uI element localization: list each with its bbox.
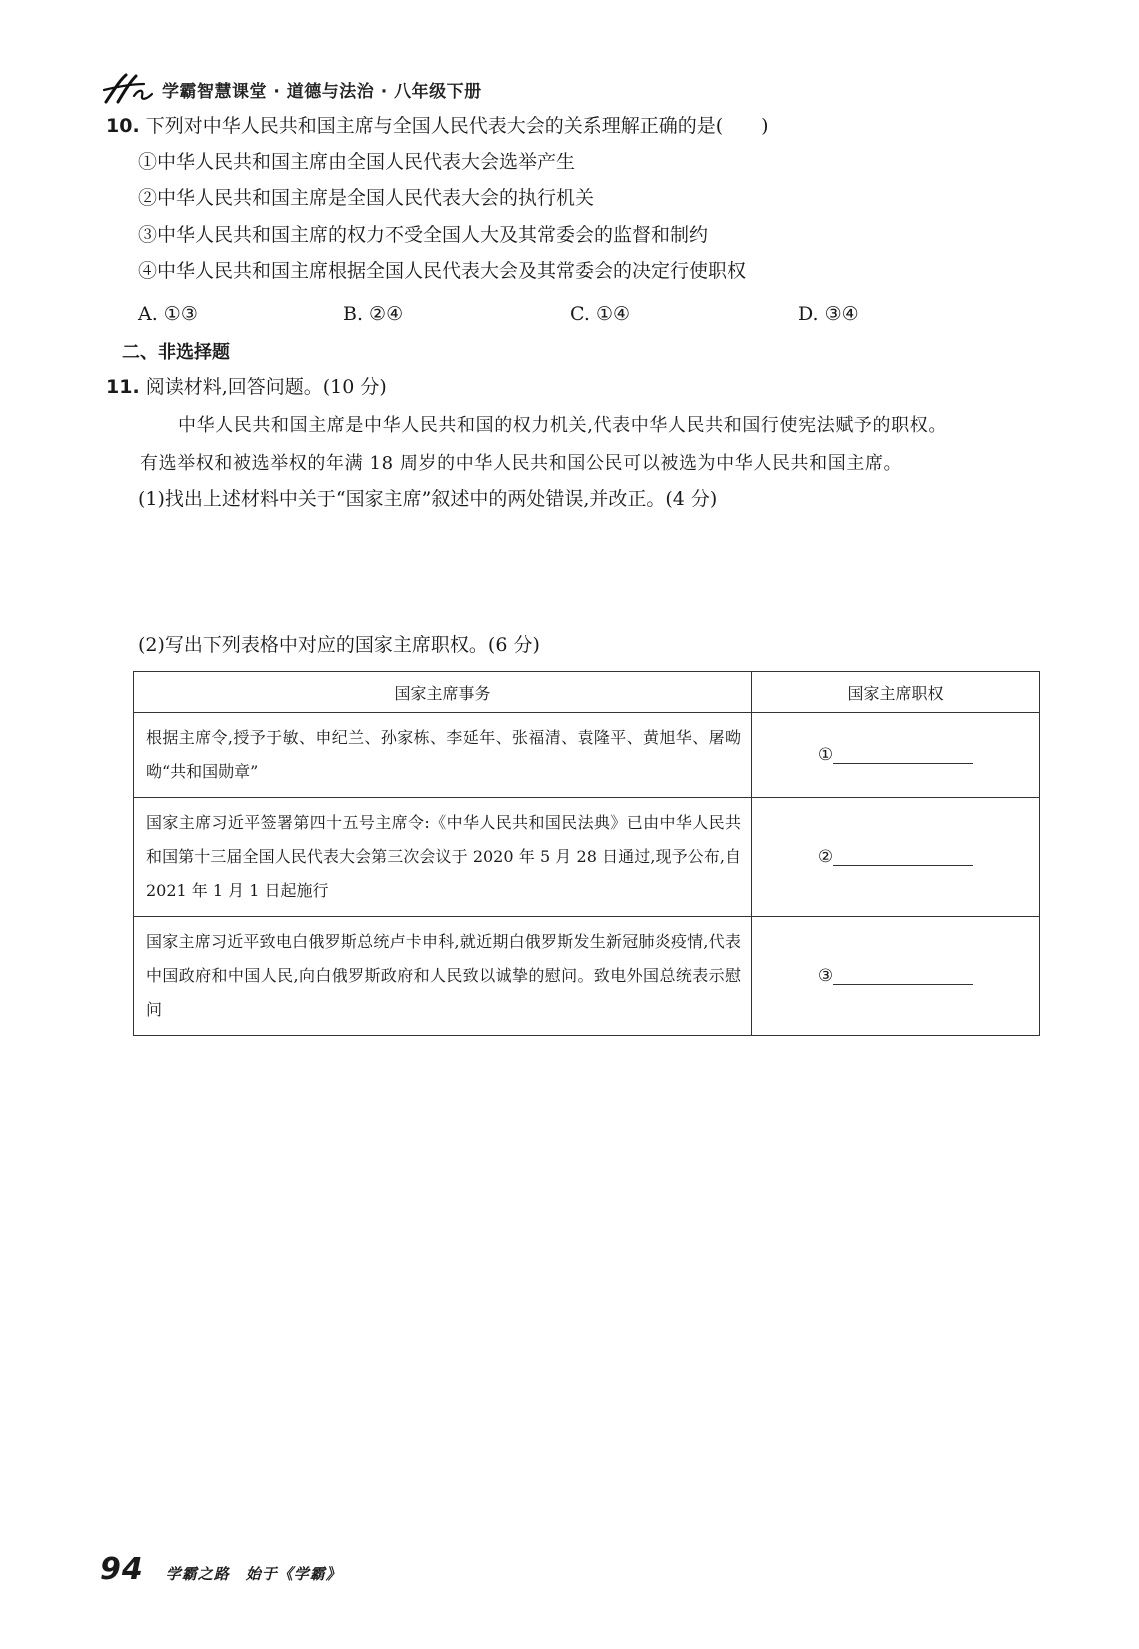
- answer-marker: ②: [817, 847, 834, 867]
- president-duties-table: [133, 671, 1040, 1036]
- statement-3: ③中华人民共和国主席的权力不受全国人大及其常委会的监督和制约: [138, 224, 709, 246]
- question-11-stem: [106, 374, 387, 400]
- answer-marker: ①: [817, 745, 834, 765]
- answer-blank-1[interactable]: [833, 745, 973, 764]
- table-row: [134, 798, 1040, 917]
- sub-question-1: (1)找出上述材料中关于“国家主席”叙述中的两处错误,并改正。(4 分): [138, 488, 718, 510]
- section-title: 二、非选择题: [122, 342, 230, 363]
- answer-cell: [752, 917, 1040, 1036]
- page-number: 94: [100, 1552, 144, 1587]
- column-header-right: 国家主席职权: [752, 672, 1040, 713]
- column-header-event: 国家主席事务: [134, 672, 752, 713]
- header-title: 学霸智慧课堂 · 道德与法治 · 八年级下册: [162, 81, 482, 102]
- statement-1: ①中华人民共和国主席由全国人民代表大会选举产生: [138, 151, 576, 173]
- publisher-logo-icon: [100, 72, 158, 106]
- page-footer: [100, 1552, 342, 1587]
- answer-blank-2[interactable]: [833, 847, 973, 866]
- question-10-stem: [106, 113, 769, 139]
- material-paragraph-1: 中华人民共和国主席是中华人民共和国的权力机关,代表中华人民共和国行使宪法赋予的职权。: [178, 415, 947, 436]
- question-text: 下列对中华人民共和国主席与全国人民代表大会的关系理解正确的是( ): [145, 115, 769, 137]
- answer-marker: ③: [817, 966, 834, 986]
- answer-blank-3[interactable]: [833, 966, 973, 985]
- statement-4: ④中华人民共和国主席根据全国人民代表大会及其常委会的决定行使职权: [138, 260, 747, 282]
- question-number: 11.: [106, 376, 140, 398]
- table-row: [134, 917, 1040, 1036]
- sub-question-2: (2)写出下列表格中对应的国家主席职权。(6 分): [138, 634, 540, 656]
- event-cell: 国家主席习近平签署第四十五号主席令:《中华人民共和国民法典》已由中华人民共和国第十三届全国人民代表大会第三次会议于 2020 年 5 月 28 日通过,现予公布,自 2021 年 1 月 1 日起施行: [134, 798, 752, 917]
- answer-cell: [752, 713, 1040, 798]
- event-cell: 国家主席习近平致电白俄罗斯总统卢卡申科,就近期白俄罗斯发生新冠肺炎疫情,代表中国政府和中国人民,向白俄罗斯政府和人民致以诚挚的慰问。致电外国总统表示慰问: [134, 917, 752, 1036]
- option-d[interactable]: D. ③④: [798, 303, 859, 325]
- question-number: 10.: [106, 115, 140, 137]
- event-cell: 根据主席令,授予于敏、申纪兰、孙家栋、李延年、张福清、袁隆平、黄旭华、屠呦呦“共和国勋章”: [134, 713, 752, 798]
- question-text: 阅读材料,回答问题。(10 分): [145, 376, 387, 398]
- answer-cell: [752, 798, 1040, 917]
- option-b[interactable]: B. ②④: [343, 303, 404, 325]
- statement-2: ②中华人民共和国主席是全国人民代表大会的执行机关: [138, 187, 595, 209]
- page-header: [100, 72, 482, 106]
- table-row: [134, 713, 1040, 798]
- option-c[interactable]: C. ①④: [570, 303, 631, 325]
- option-a[interactable]: A. ①③: [138, 303, 198, 325]
- table-header-row: [134, 672, 1040, 713]
- material-paragraph-2: 有选举权和被选举权的年满 18 周岁的中华人民共和国公民可以被选为中华人民共和国主席。: [140, 453, 903, 474]
- footer-slogan: 学霸之路 始于《学霸》: [165, 1565, 342, 1583]
